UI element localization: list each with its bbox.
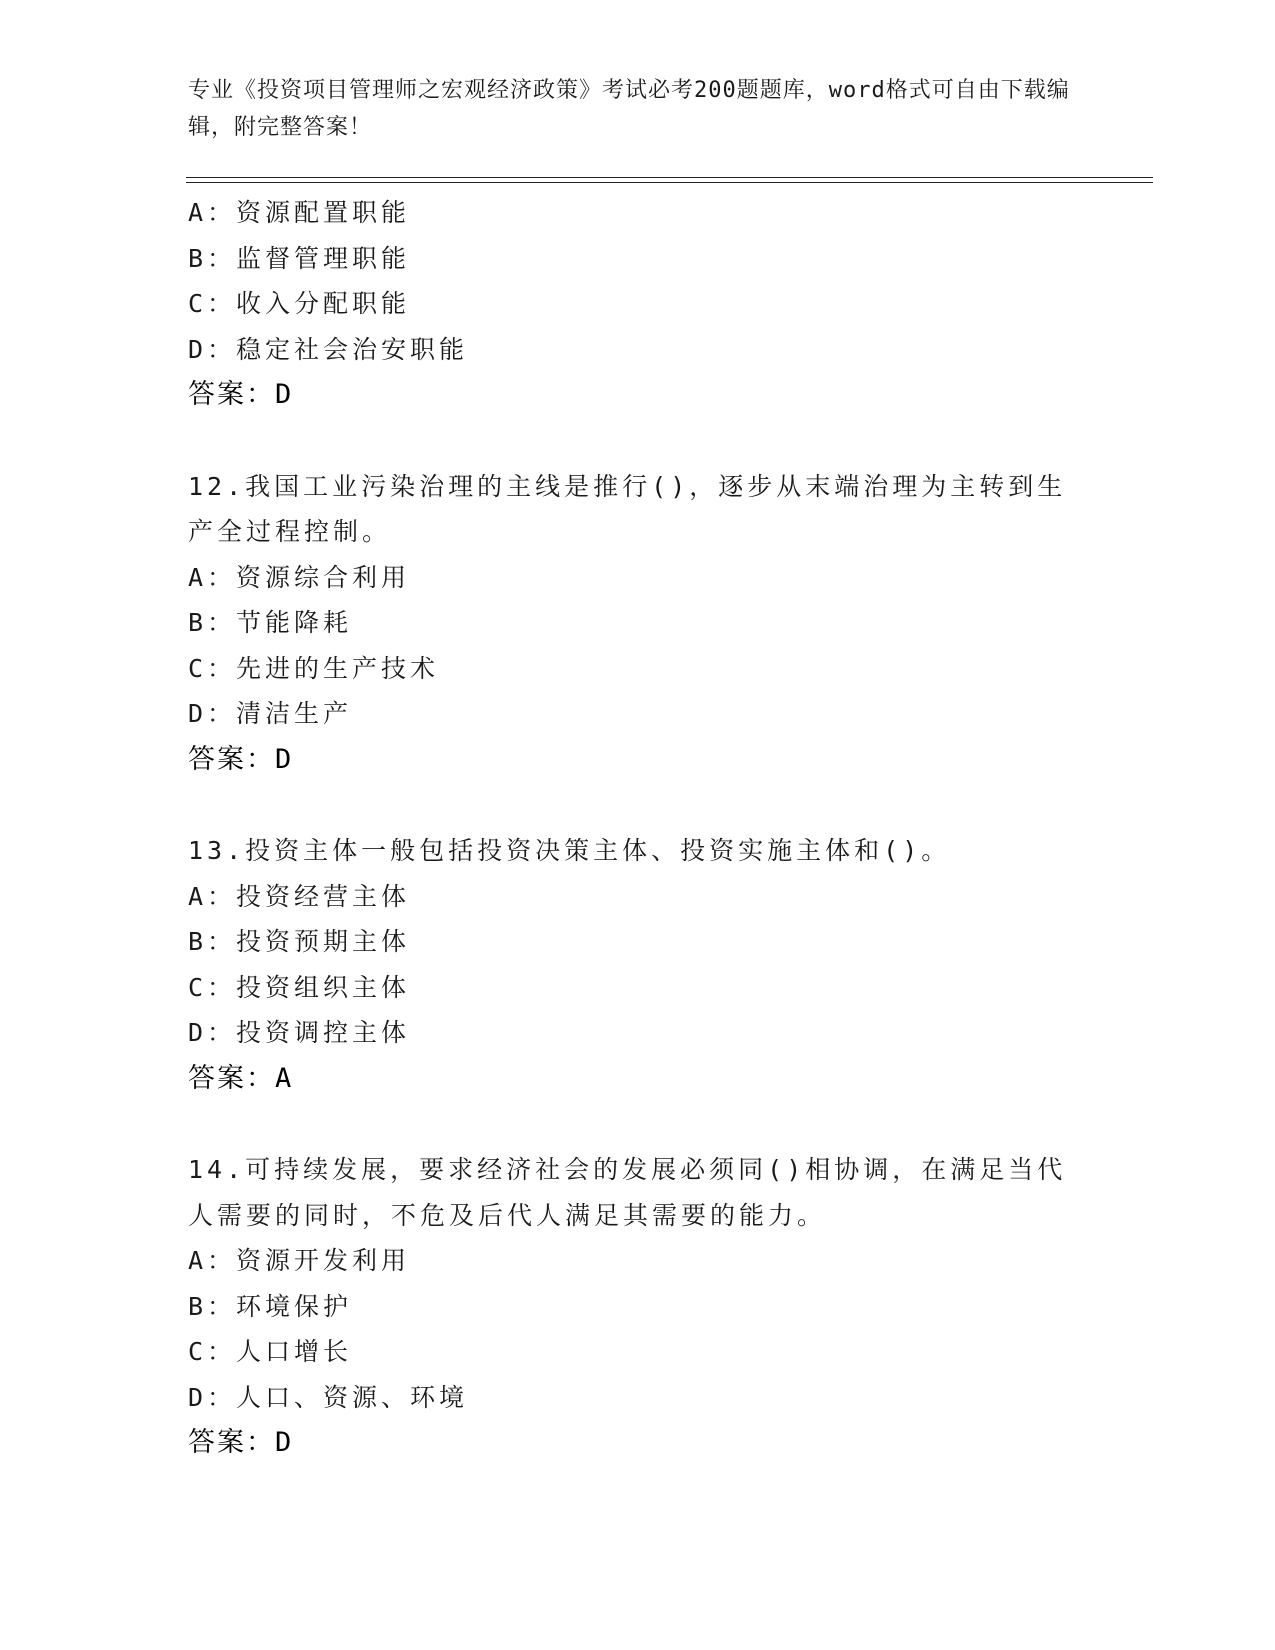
question-text: 14.可持续发展，要求经济社会的发展必须同()相协调，在满足当代人需要的同时，不危及后代人满足其需要的能力。 [188,1155,1067,1230]
header-divider-top [186,177,1153,178]
option-d: D：稳定社会治安职能 [188,334,469,364]
option-b: B：投资预期主体 [188,927,411,956]
question-block [188,828,1088,1101]
option-a: A：资源开发利用 [188,1246,411,1275]
question-text: 12.我国工业污染治理的主线是推行()，逐步从末端治理为主转到生产全过程控制。 [188,471,1067,546]
option-b: B：环境保护 [188,1291,353,1321]
option-a: A：资源配置职能 [188,198,411,227]
option-c: C：收入分配职能 [188,289,411,318]
question-block [188,1147,1088,1466]
answer-line: 答案：D [188,1427,294,1458]
option-d: D：人口、资源、环境 [188,1382,469,1412]
header-divider-bottom [186,182,1153,183]
answer-line: 答案：D [188,379,294,410]
option-c: C：人口增长 [188,1337,353,1366]
option-c: C：投资组织主体 [188,972,411,1002]
spacer [188,1101,1088,1147]
option-d: D：清洁生产 [188,699,353,728]
question-block [188,464,1088,783]
answer-line: 答案：A [188,1062,294,1094]
answer-line: 答案：D [188,743,294,775]
option-a: A：投资经营主体 [188,881,411,911]
document-header: 专业《投资项目管理师之宏观经济政策》考试必考200题题库，word格式可自由下载编辑，附完整答案！ [188,78,1070,140]
question-block [188,190,1088,418]
option-a: A：资源综合利用 [188,562,411,592]
option-b: B：监督管理职能 [188,243,411,273]
option-b: B：节能降耗 [188,608,353,637]
spacer [188,418,1088,464]
question-text: 13.投资主体一般包括投资决策主体、投资实施主体和()。 [188,836,951,865]
question-list [188,190,1088,1466]
spacer [188,782,1088,828]
option-c: C：先进的生产技术 [188,653,440,683]
option-d: D：投资调控主体 [188,1018,411,1047]
